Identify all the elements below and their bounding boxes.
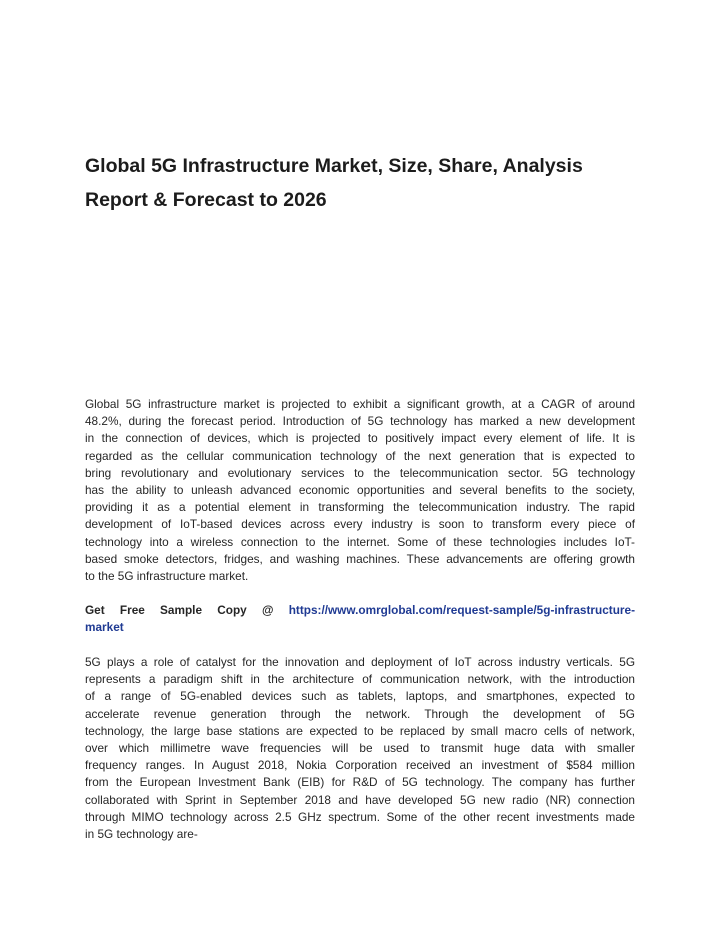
callout-label: Get Free Sample Copy @: [85, 603, 274, 617]
paragraph-line: 5G plays a role of catalyst for the innovation and deployment of IoT across industry verticals. 5G: [85, 655, 635, 669]
intro-paragraph: [85, 396, 635, 585]
paragraph-line: of a range of 5G-enabled devices such as tablets, laptops, and smartphones, expected to: [85, 689, 635, 704]
callout-line: [85, 602, 635, 619]
paragraph-line: technology into a wireless connection to the internet. Some of these technologies includes IoT-: [85, 534, 635, 549]
paragraph-line: regarded as the cellular communication technology of the next generation that is expected to: [85, 448, 635, 463]
paragraph-line: from the European Investment Bank (EIB) for R&D of 5G technology. The company has further: [85, 775, 635, 790]
paragraph-line: bring revolutionary and evolutionary services to the telecommunication sector. 5G technology: [85, 465, 635, 480]
paragraph-line: to the 5G infrastructure market.: [85, 568, 249, 583]
paragraph-line: frequency ranges. In August 2018, Nokia Corporation received an investment of $584 million: [85, 758, 635, 773]
paragraph-line: 48.2%, during the forecast period. Introduction of 5G technology has marked a new development: [85, 414, 635, 429]
paragraph-line: in 5G technology are-: [85, 826, 198, 841]
paragraph-line: over which millimetre wave frequencies will be used to transmit huge data with smaller: [85, 740, 635, 755]
paragraph-line: Global 5G infrastructure market is projected to exhibit a significant growth, at a CAGR of around: [85, 397, 635, 411]
title-line: Report & Forecast to 2026: [85, 189, 327, 211]
paragraph-line: in the connection of devices, which is projected to positively impact every element of life. It is: [85, 431, 635, 446]
catalyst-paragraph: [85, 654, 635, 843]
title-line: Global 5G Infrastructure Market, Size, Share, Analysis: [85, 155, 583, 177]
sample-request-link-continued[interactable]: market: [85, 620, 124, 635]
paragraph-line: providing it as a potential element in transforming the telecommunication industry. The rapid: [85, 500, 635, 515]
paragraph-line: accelerate revenue generation through the network. Through the development of 5G: [85, 706, 635, 721]
paragraph-line: through MIMO technology across 2.5 GHz spectrum. Some of the other recent investments made: [85, 809, 635, 824]
paragraph-line: technology, the large base stations are expected to be replaced by small macro cells of network,: [85, 723, 635, 738]
paragraph-line: collaborated with Sprint in September 2018 and have developed 5G new radio (NR) connection: [85, 792, 635, 807]
callout-line: [85, 619, 635, 636]
paragraph-line: based smoke detectors, fridges, and washing machines. These advancements are offering growth: [85, 551, 635, 566]
paragraph-line: has the ability to unleash advanced economic opportunities and several benefits to the society,: [85, 482, 635, 497]
sample-copy-callout: [85, 602, 635, 636]
page-title: [85, 149, 645, 217]
paragraph-line: development of IoT-based devices across every industry is soon to transform every piece of: [85, 517, 635, 532]
paragraph-line: represents a paradigm shift in the architecture of communication network, with the introduction: [85, 672, 635, 687]
sample-request-link[interactable]: https://www.omrglobal.com/request-sample/5g-infrastructure-: [288, 603, 635, 617]
